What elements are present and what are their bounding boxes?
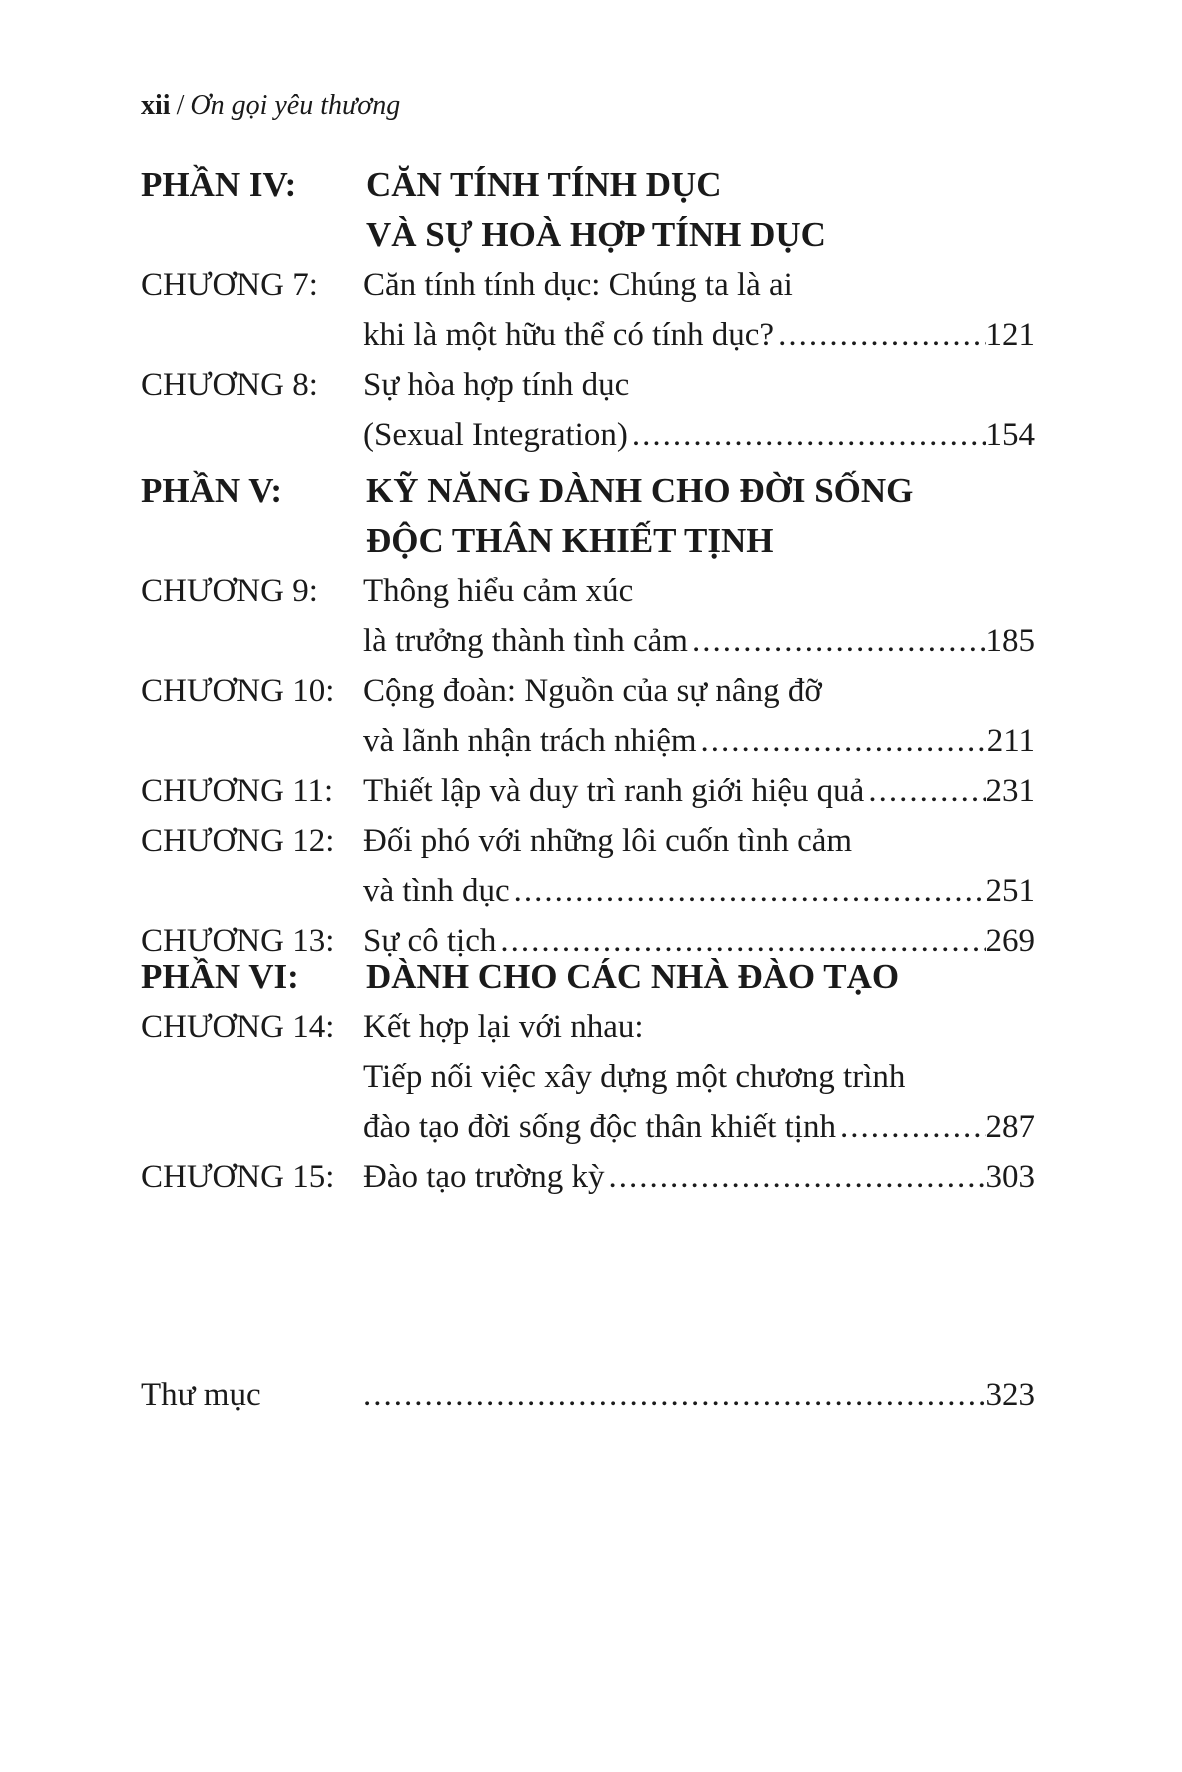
page-number: 323 xyxy=(985,1377,1035,1413)
leader-line xyxy=(363,1152,1035,1202)
chapter-label: CHƯƠNG 10: xyxy=(141,673,335,709)
part-title-line: ĐỘC THÂN KHIẾT TỊNH xyxy=(366,521,774,560)
bibliography-label: Thư mục xyxy=(141,1377,261,1413)
page-number: 251 xyxy=(985,873,1035,909)
dot-leader xyxy=(697,716,987,766)
part-title-line: KỸ NĂNG DÀNH CHO ĐỜI SỐNG xyxy=(366,471,914,510)
chapter-title xyxy=(363,1152,1035,1202)
chapter-label: CHƯƠNG 11: xyxy=(141,773,334,809)
dot-leader xyxy=(628,410,986,460)
page-number: 154 xyxy=(985,417,1035,453)
chapter-title-line: (Sexual Integration) xyxy=(363,417,628,453)
part-label: PHẦN V: xyxy=(141,471,282,510)
dot-leader xyxy=(510,866,986,916)
chapter-title xyxy=(363,1002,1035,1152)
page-number: 231 xyxy=(985,773,1035,809)
chapter-title xyxy=(363,816,1035,916)
page-number: 211 xyxy=(986,723,1035,759)
page-number: xii xyxy=(141,90,171,121)
page-number: 269 xyxy=(985,923,1035,959)
chapter-title-line: là trưởng thành tình cảm xyxy=(363,623,688,659)
page-number: 121 xyxy=(985,317,1035,353)
chapter-label: CHƯƠNG 13: xyxy=(141,923,335,959)
chapter-title-line: đào tạo đời sống độc thân khiết tịnh xyxy=(363,1109,836,1145)
chapter-title xyxy=(363,766,1035,816)
leader-line xyxy=(363,1102,1035,1152)
leader-line xyxy=(363,716,1035,766)
chapter-title-line: Sự hòa hợp tính dục xyxy=(363,367,630,403)
part-label: PHẦN IV: xyxy=(141,165,297,204)
leader-line xyxy=(363,866,1035,916)
leader-line xyxy=(363,410,1035,460)
chapter-title-line: Cộng đoàn: Nguồn của sự nâng đỡ xyxy=(363,673,822,709)
part-title xyxy=(366,952,1066,1002)
leader-line xyxy=(363,310,1035,360)
chapter-title-line: Đối phó với những lôi cuốn tình cảm xyxy=(363,823,853,859)
page-number: 303 xyxy=(985,1159,1035,1195)
chapter-title-line: Thiết lập và duy trì ranh giới hiệu quả xyxy=(363,773,865,809)
header-separator: / xyxy=(176,90,185,121)
dot-leader xyxy=(688,616,986,666)
chapter-title xyxy=(363,666,1035,766)
chapter-title-line: Căn tính tính dục: Chúng ta là ai xyxy=(363,267,793,303)
part-title xyxy=(366,160,1066,260)
part-title-line: DÀNH CHO CÁC NHÀ ĐÀO TẠO xyxy=(366,957,900,996)
chapter-title xyxy=(363,360,1035,460)
chapter-title-line: và tình dục xyxy=(363,873,510,909)
chapter-title-line: Đào tạo trường kỳ xyxy=(363,1159,605,1195)
part-label: PHẦN VI: xyxy=(141,957,299,996)
chapter-label: CHƯƠNG 14: xyxy=(141,1009,335,1045)
chapter-label: CHƯƠNG 9: xyxy=(141,573,318,609)
page-number: 287 xyxy=(985,1109,1035,1145)
running-header xyxy=(141,90,400,122)
chapter-title-line: và lãnh nhận trách nhiệm xyxy=(363,723,697,759)
chapter-label: CHƯƠNG 7: xyxy=(141,267,318,303)
chapter-title-line: Kết hợp lại với nhau: xyxy=(363,1009,644,1045)
chapter-label: CHƯƠNG 8: xyxy=(141,367,318,403)
dot-leader xyxy=(774,310,985,360)
part-title-line: VÀ SỰ HOÀ HỢP TÍNH DỤC xyxy=(366,215,826,254)
dot-leader xyxy=(605,1152,986,1202)
chapter-title xyxy=(363,566,1035,666)
part-title xyxy=(366,466,1066,566)
page-number: 185 xyxy=(985,623,1035,659)
book-title: Ơn gọi yêu thương xyxy=(190,90,401,121)
part-title-line: CĂN TÍNH TÍNH DỤC xyxy=(366,165,722,204)
dot-leader xyxy=(363,1370,986,1420)
chapter-label: CHƯƠNG 12: xyxy=(141,823,335,859)
chapter-label: CHƯƠNG 15: xyxy=(141,1159,335,1195)
chapter-title-line: Thông hiểu cảm xúc xyxy=(363,573,634,609)
chapter-title-line: Tiếp nối việc xây dựng một chương trình xyxy=(363,1059,906,1095)
chapter-title-line: Sự cô tịch xyxy=(363,923,497,959)
dot-leader xyxy=(836,1102,986,1152)
leader-line xyxy=(363,1370,1035,1420)
leader-line xyxy=(363,616,1035,666)
chapter-title xyxy=(363,260,1035,360)
leader-line xyxy=(363,766,1035,816)
dot-leader xyxy=(864,766,985,816)
chapter-title-line: khi là một hữu thể có tính dục? xyxy=(363,317,775,353)
